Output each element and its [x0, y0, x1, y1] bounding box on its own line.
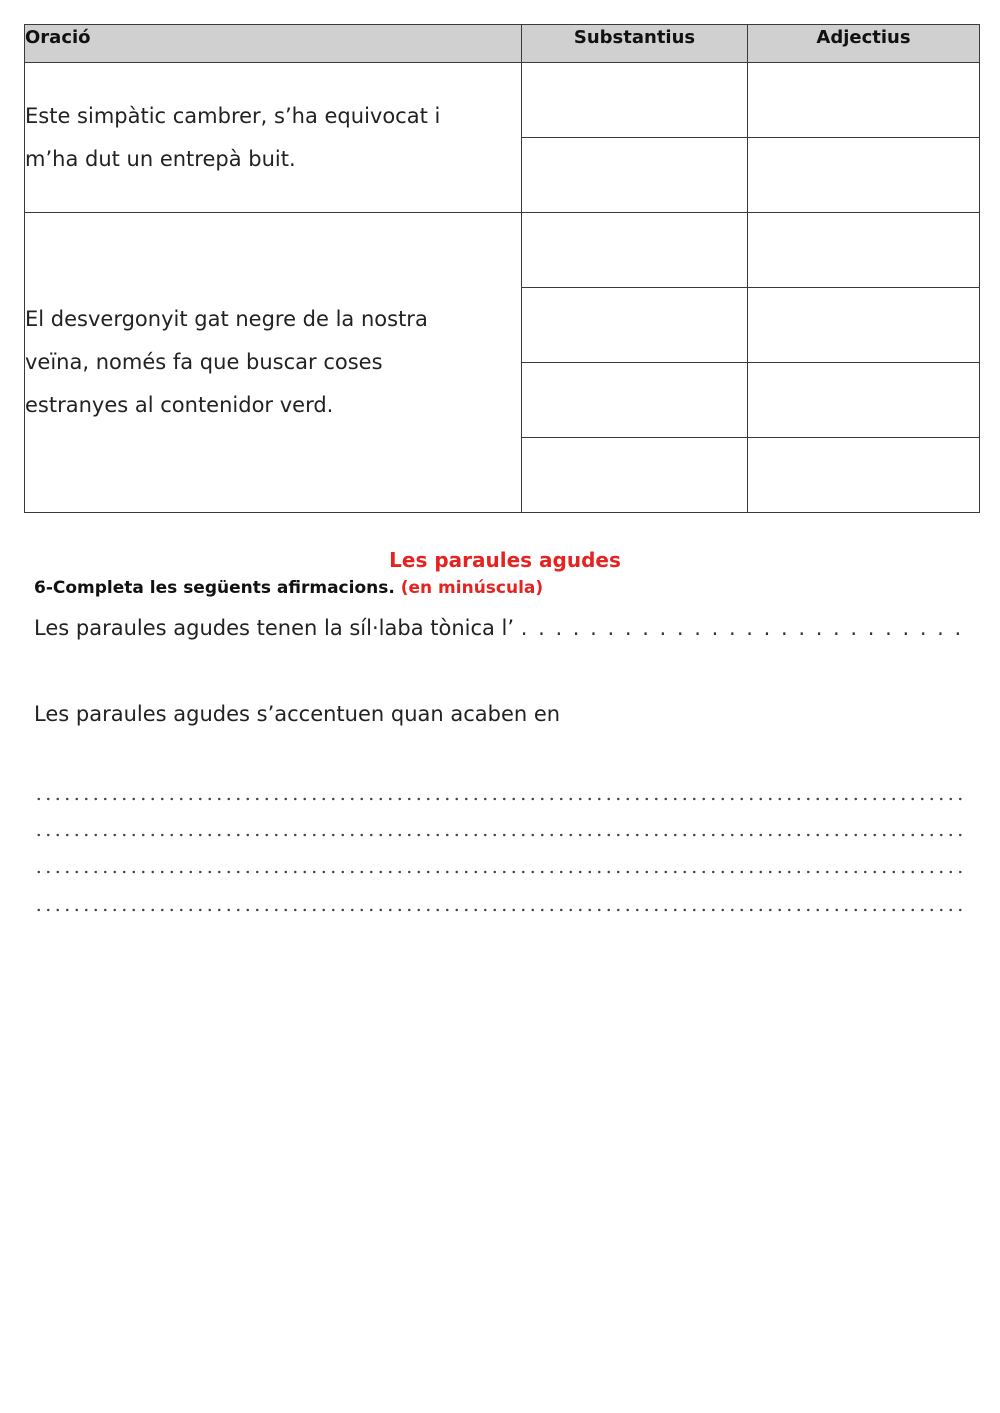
section-title: Les paraules agudes [389, 548, 621, 572]
adjective-answer-cell[interactable] [748, 363, 980, 438]
noun-answer-cell[interactable] [522, 213, 748, 288]
statement-1-text: Les paraules agudes tenen la síl·laba tònica l’ [34, 616, 515, 640]
adjective-answer-cell[interactable] [748, 213, 980, 288]
table-row [25, 63, 980, 138]
instruction-note: (en minúscula) [400, 578, 544, 598]
header-nouns: Substantius [522, 25, 748, 63]
exercise-instruction [34, 578, 543, 598]
statement-2-text: Les paraules agudes s’accentuen quan acaben en [34, 702, 561, 726]
noun-answer-cell[interactable] [522, 63, 748, 138]
adjective-answer-cell[interactable] [748, 63, 980, 138]
sentence-cell-1 [25, 63, 522, 213]
adjective-answer-cell[interactable] [748, 138, 980, 213]
noun-answer-cell[interactable] [522, 438, 748, 513]
sentence-line: El desvergonyit gat negre de la nostra [25, 307, 428, 331]
answer-dotted-line[interactable] [34, 833, 966, 837]
answer-dotted-line[interactable] [34, 797, 966, 801]
statement-1-blank[interactable]: . . . . . . . . . . . . . . . . . . . . . . . . . . [520, 616, 964, 640]
sentence-line: veïna, només fa que buscar coses [25, 350, 383, 374]
header-sentence: Oració [25, 25, 522, 63]
adjective-answer-cell[interactable] [748, 438, 980, 513]
sentence-line: estranyes al contenidor verd. [25, 393, 334, 417]
sentence-cell-2 [25, 213, 522, 513]
classification-table [24, 24, 980, 513]
sentence-line: Este simpàtic cambrer, s’ha equivocat i [25, 103, 441, 128]
table-row [25, 213, 980, 288]
statement-2 [34, 702, 560, 726]
noun-answer-cell[interactable] [522, 288, 748, 363]
statement-1 [34, 616, 963, 640]
answer-dotted-line[interactable] [34, 870, 966, 874]
header-adjectives: Adjectius [748, 25, 980, 63]
instruction-text: 6-Completa les següents afirmacions. [34, 578, 395, 598]
noun-answer-cell[interactable] [522, 363, 748, 438]
adjective-answer-cell[interactable] [748, 288, 980, 363]
table-header-row [25, 25, 980, 63]
noun-answer-cell[interactable] [522, 138, 748, 213]
answer-dotted-line[interactable] [34, 908, 966, 912]
sentence-line: m’ha dut un entrepà buit. [25, 146, 296, 171]
